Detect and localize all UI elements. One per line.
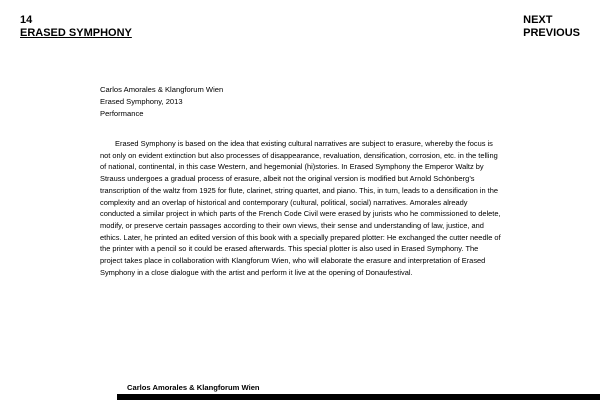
type-line: Performance (100, 109, 144, 118)
project-header (20, 14, 132, 40)
image-caption: Carlos Amorales & Klangforum Wien (127, 383, 260, 392)
project-title-link[interactable]: ERASED SYMPHONY (20, 27, 132, 39)
project-meta (100, 84, 223, 120)
project-navigation (523, 14, 580, 40)
artists-line: Carlos Amorales & Klangforum Wien (100, 85, 224, 94)
next-link[interactable]: NEXT (523, 14, 553, 26)
previous-link[interactable]: PREVIOUS (523, 27, 580, 39)
work-line: Erased Symphony, 2013 (100, 97, 183, 106)
project-description: Erased Symphony is based on the idea that existing cultural narratives are subject to erasure, whereby the focus is not only on evident extinction but also processes of disappearance, revaluation, densification, corrosion, etc. in the telling of national, continental, in this case Western, and hegemonial (hi)stories. In Erased Symphony the Emperor Waltz by Strauss undergoes a gradual process of erasure, albeit not the original version is modified but Arnold Schönberg’s transcription of the waltz from 1925 for flute, clarinet, string quartet, and piano. This, in turn, leads to a densification in the complexity and an overlap of historical and contemporary (cultural, political, social) narratives. Amorales already conducted a similar project in which parts of the French Code Civil were erased by jurists who he commissioned to delete, modify, or preserve certain passages according to their own views, their sense and understanding of law, justice, and ethics. Later, he printed an edited version of this book with a specially prepared plotter: He exchanged the cutter needle of the printer with a pencil so it could be erased afterwards. This special plotter is also used in Erased Symphony. The project takes place in collaboration with Klangforum Wien, who will elaborate the erasure and interpretation of Erased Symphony in a close dialogue with the artist and perform it live at the opening of Donaufestival. (100, 139, 501, 277)
image-preview[interactable] (117, 394, 600, 400)
project-number: 14 (20, 14, 33, 26)
